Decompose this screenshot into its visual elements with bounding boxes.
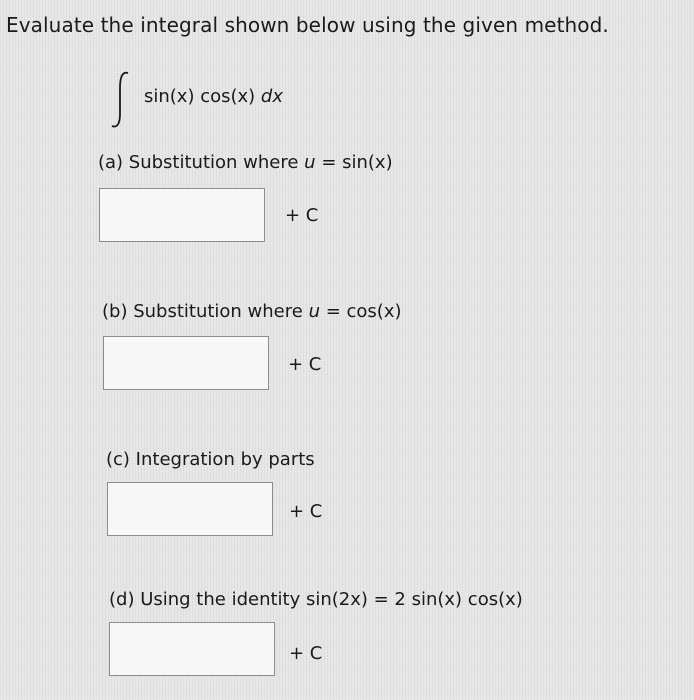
integrand-function: sin(x) cos(x)	[144, 86, 261, 107]
part-c-prefix: (c) Integration by parts	[106, 449, 315, 470]
part-c-answer-input[interactable]	[107, 482, 273, 536]
integrand	[144, 86, 283, 107]
part-b-variable: u	[308, 301, 320, 322]
part-b-suffix: = cos(x)	[319, 301, 402, 322]
part-d-label	[109, 589, 523, 610]
part-c-plus-c: + C	[289, 501, 323, 522]
part-a-prefix: (a) Substitution where	[98, 152, 305, 173]
part-d-prefix: (d) Using the identity sin(2x) = 2 sin(x) cos(x)	[109, 589, 523, 610]
part-a-label	[98, 152, 393, 173]
part-d-plus-c: + C	[289, 643, 323, 664]
part-d-answer-input[interactable]	[109, 622, 275, 676]
integrand-dx: dx	[260, 86, 283, 107]
part-b-label	[102, 301, 402, 322]
part-a-variable: u	[304, 152, 316, 173]
part-b-plus-c: + C	[288, 354, 322, 375]
question-title: Evaluate the integral shown below using the given method.	[6, 13, 609, 37]
part-c-label	[106, 449, 315, 470]
integral-sign-icon	[108, 70, 134, 130]
part-a-plus-c: + C	[285, 205, 319, 226]
part-a-answer-input[interactable]	[99, 188, 265, 242]
part-b-prefix: (b) Substitution where	[102, 301, 309, 322]
part-a-suffix: = sin(x)	[315, 152, 393, 173]
part-b-answer-input[interactable]	[103, 336, 269, 390]
